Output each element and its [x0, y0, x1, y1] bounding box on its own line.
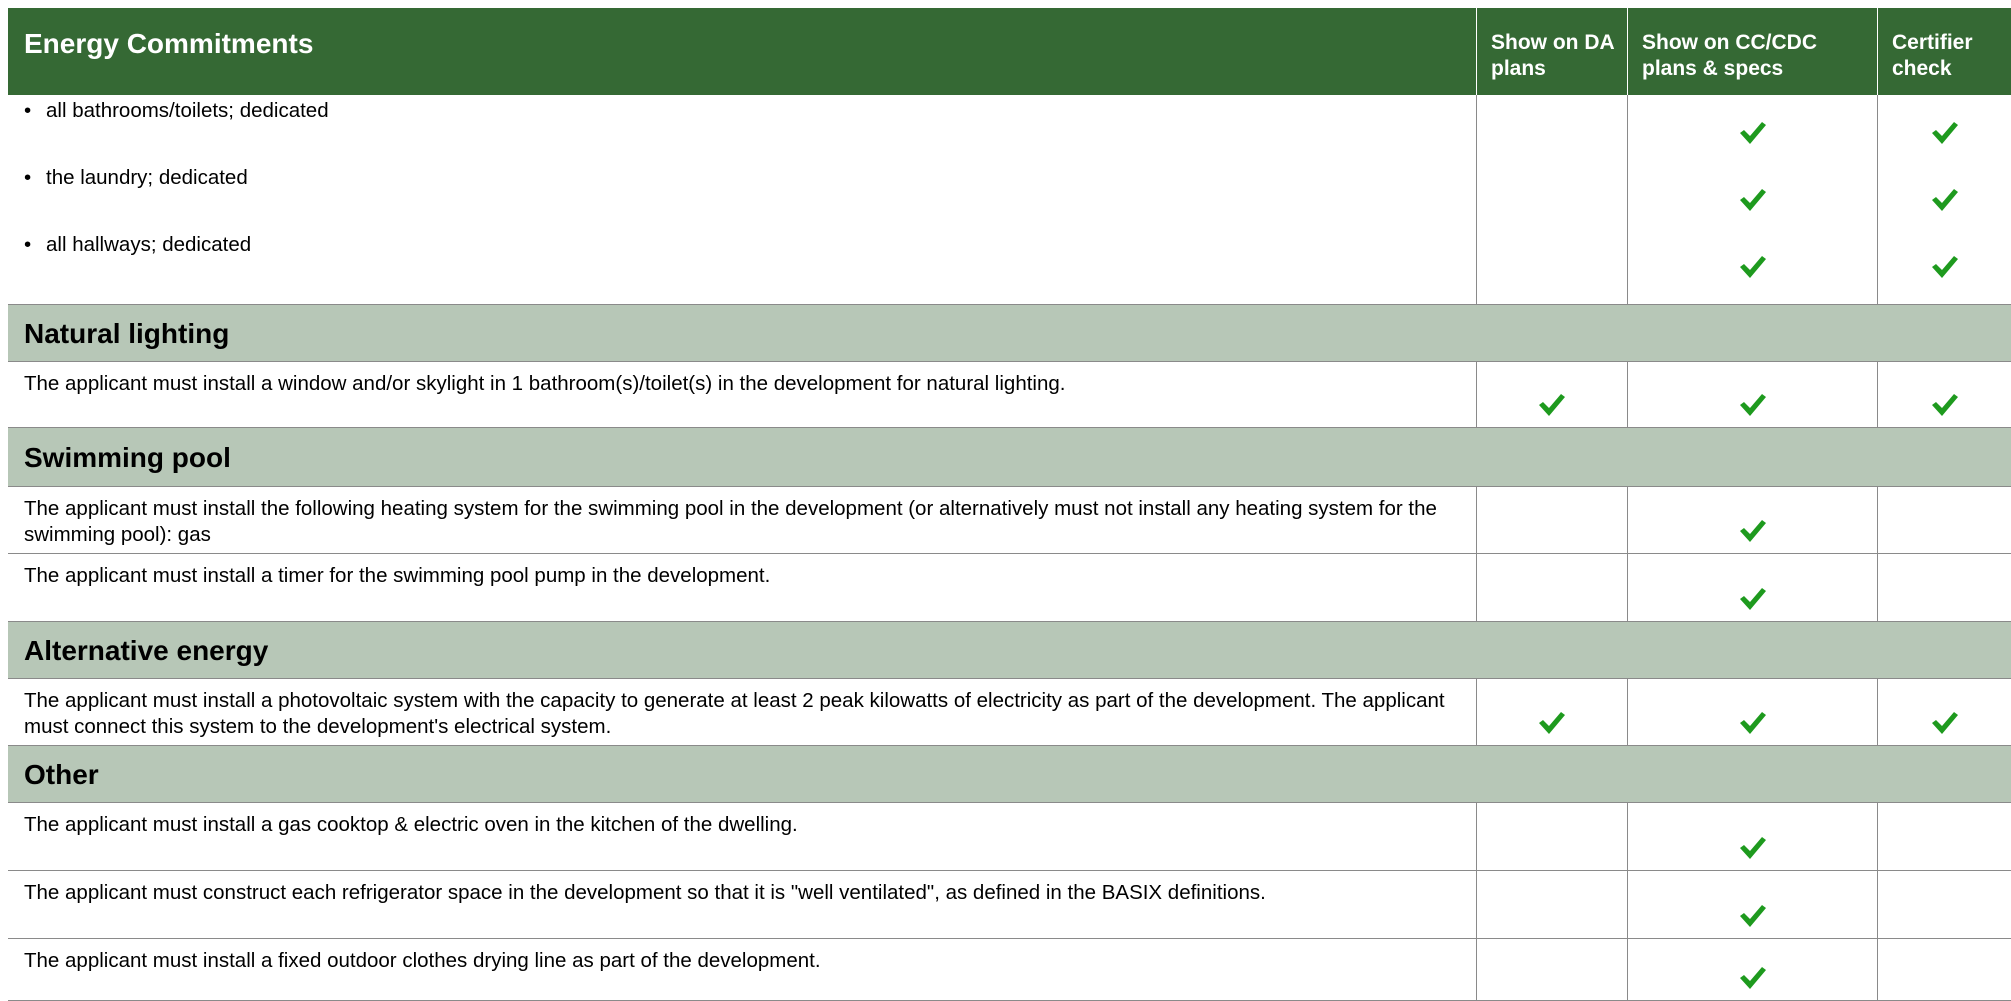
table-row — [8, 803, 2011, 871]
check-icon — [1538, 393, 1566, 417]
table-header — [8, 8, 2011, 95]
da-plans-cell — [1476, 803, 1627, 870]
bullet-icon: • — [24, 166, 32, 189]
certifier-cell — [1877, 871, 2011, 938]
certifier-cell — [1877, 95, 2011, 304]
da-plans-cell — [1476, 679, 1627, 745]
commitment-text: The applicant must install the following heating system for the swimming pool in the development (or alternatively must not install any heating system for the swimming pool): gas — [24, 497, 1437, 546]
table-row — [8, 362, 2011, 428]
table-row — [8, 679, 2011, 746]
table-row — [8, 871, 2011, 939]
da-plans-cell — [1476, 95, 1627, 304]
da-plans-cell — [1476, 487, 1627, 553]
check-icon — [1739, 966, 1767, 990]
list-item-text: the laundry; dedicated — [46, 166, 248, 189]
check-icon — [1739, 587, 1767, 611]
table-row — [8, 487, 2011, 554]
commitment-text: The applicant must install a fixed outdoor clothes drying line as part of the development. — [24, 949, 821, 972]
list-item — [24, 99, 329, 123]
commitment-text: The applicant must construct each refrigerator space in the development so that it is "well ventilated", as defined in the BASIX definitions. — [24, 881, 1266, 904]
section-title: Natural lighting — [24, 318, 230, 349]
check-icon — [1739, 904, 1767, 928]
cc-cdc-cell — [1627, 871, 1877, 938]
check-icon — [1739, 393, 1767, 417]
da-plans-cell — [1476, 871, 1627, 938]
certifier-cell — [1877, 487, 2011, 553]
cc-cdc-cell — [1627, 554, 1877, 621]
check-icon — [1739, 188, 1767, 212]
table-row — [8, 554, 2011, 622]
cc-cdc-cell — [1627, 803, 1877, 870]
check-icon — [1739, 711, 1767, 735]
cc-cdc-cell — [1627, 95, 1877, 304]
check-icon — [1739, 836, 1767, 860]
bullet-list — [8, 95, 1476, 304]
check-icon — [1931, 711, 1959, 735]
table-row — [8, 939, 2011, 1001]
cc-cdc-cell — [1627, 679, 1877, 745]
table-title: Energy Commitments — [24, 28, 314, 59]
check-icon — [1739, 519, 1767, 543]
section-header — [8, 746, 2011, 803]
section-title: Swimming pool — [24, 442, 231, 473]
col-header-certifier-check: Certifier check — [1877, 8, 2011, 95]
certifier-cell — [1877, 939, 2011, 1000]
list-item-text: all bathrooms/toilets; dedicated — [46, 99, 329, 122]
list-item-text: all hallways; dedicated — [46, 233, 252, 256]
check-icon — [1739, 255, 1767, 279]
check-icon — [1538, 711, 1566, 735]
check-icon — [1931, 188, 1959, 212]
bullet-icon: • — [24, 233, 32, 256]
energy-commitments-table — [8, 8, 2011, 1001]
da-plans-cell — [1476, 362, 1627, 427]
section-header — [8, 428, 2011, 487]
col-header-da-plans: Show on DA plans — [1476, 8, 1627, 95]
commitment-text: The applicant must install a window and/or skylight in 1 bathroom(s)/toilet(s) in the development for natural lighting. — [24, 372, 1066, 395]
cc-cdc-cell — [1627, 939, 1877, 1000]
section-header — [8, 622, 2011, 679]
check-icon — [1931, 393, 1959, 417]
da-plans-cell — [1476, 554, 1627, 621]
bullet-icon: • — [24, 99, 32, 122]
certifier-cell — [1877, 803, 2011, 870]
certifier-cell — [1877, 679, 2011, 745]
cc-cdc-cell — [1627, 487, 1877, 553]
check-icon — [1931, 255, 1959, 279]
cc-cdc-cell — [1627, 362, 1877, 427]
lighting-bullets-row — [8, 95, 2011, 305]
section-header — [8, 305, 2011, 362]
list-item — [24, 233, 251, 257]
commitment-text: The applicant must install a timer for the swimming pool pump in the development. — [24, 564, 771, 587]
list-item — [24, 166, 248, 190]
col-header-cc-cdc-plans: Show on CC/CDC plans & specs — [1627, 8, 1877, 95]
certifier-cell — [1877, 362, 2011, 427]
section-title: Other — [24, 759, 99, 790]
da-plans-cell — [1476, 939, 1627, 1000]
section-title: Alternative energy — [24, 635, 269, 666]
commitment-text: The applicant must install a gas cooktop & electric oven in the kitchen of the dwelling. — [24, 813, 798, 836]
check-icon — [1739, 121, 1767, 145]
commitment-text: The applicant must install a photovoltaic system with the capacity to generate at least 2 peak kilowatts of electricity as part of the development. The applicant must connect this system to the development's electrical system. — [24, 689, 1445, 738]
check-icon — [1931, 121, 1959, 145]
certifier-cell — [1877, 554, 2011, 621]
